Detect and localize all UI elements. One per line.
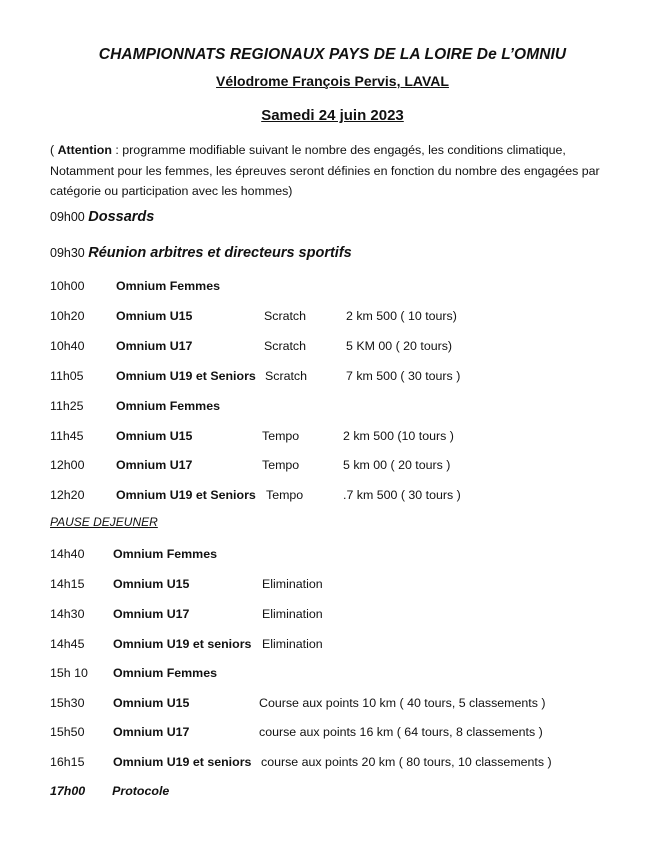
- attention-line-1: [50, 140, 630, 161]
- schedule-type: Elimination: [262, 607, 323, 621]
- schedule-event: Omnium Femmes: [116, 279, 220, 293]
- reunion-line: [50, 245, 352, 261]
- schedule-distance: 2 km 500 (10 tours ): [343, 429, 454, 443]
- protocole-time: 17h00: [50, 784, 86, 798]
- protocole-line: [50, 784, 169, 798]
- schedule-event: Omnium U15: [116, 429, 193, 443]
- reunion-label: Réunion arbitres et directeurs sportifs: [88, 245, 352, 261]
- schedule-event: Omnium U19 et Seniors: [116, 369, 256, 383]
- event-date-text: Samedi 24 juin 2023: [261, 107, 404, 124]
- schedule-time: 16h15: [50, 755, 85, 769]
- schedule-type: Scratch: [264, 339, 307, 353]
- schedule-event: Omnium U17: [113, 725, 190, 739]
- schedule-time: 11h25: [50, 399, 84, 413]
- schedule-type: course aux points 20 km ( 80 tours, 10 classements ): [261, 755, 552, 769]
- schedule-event: Omnium U15: [113, 696, 190, 710]
- schedule-time: 12h20: [50, 488, 85, 502]
- schedule-row: [0, 309, 665, 327]
- schedule-event: Omnium U19 et Seniors: [116, 488, 256, 502]
- schedule-event: Omnium U19 et seniors: [113, 637, 252, 651]
- protocole-label: Protocole: [112, 784, 170, 798]
- schedule-time: 12h00: [50, 458, 85, 472]
- dossards-line: [50, 209, 154, 225]
- attention-line-3: catégorie ou participation avec les hommes): [50, 184, 293, 198]
- schedule-distance: 5 km 00 ( 20 tours ): [343, 458, 451, 472]
- schedule-row: [0, 488, 665, 506]
- schedule-row: [0, 339, 665, 357]
- schedule-event: Omnium U17: [116, 458, 193, 472]
- dossards-time: 09h00: [50, 210, 85, 224]
- lunch-break: PAUSE DEJEUNER: [50, 515, 158, 529]
- schedule-row: [0, 607, 665, 625]
- schedule-time: 10h00: [50, 279, 85, 293]
- attention-note: [50, 140, 630, 202]
- schedule-time: 14h45: [50, 637, 85, 651]
- schedule-time: 14h30: [50, 607, 85, 621]
- schedule-time: 10h20: [50, 309, 85, 323]
- schedule-row: [0, 429, 665, 447]
- schedule-time: 11h05: [50, 369, 84, 383]
- schedule-type: Scratch: [265, 369, 308, 383]
- schedule-event: Omnium U17: [113, 607, 190, 621]
- schedule-time: 15h 10: [50, 666, 88, 680]
- schedule-row: [0, 458, 665, 476]
- schedule-event: Omnium U15: [116, 309, 193, 323]
- venue-line: [0, 73, 665, 89]
- schedule-event: Omnium U19 et seniors: [113, 755, 252, 769]
- schedule-distance: .7 km 500 ( 30 tours ): [343, 488, 461, 502]
- schedule-time: 14h40: [50, 547, 85, 561]
- schedule-event: Omnium U15: [113, 577, 190, 591]
- schedule-distance: 5 KM 00 ( 20 tours): [346, 339, 453, 353]
- document-title: CHAMPIONNATS REGIONAUX PAYS DE LA LOIRE De L’OMNIU: [98, 46, 567, 63]
- schedule-event: Omnium Femmes: [113, 666, 217, 680]
- schedule-row: [0, 547, 665, 565]
- schedule-type: Course aux points 10 km ( 40 tours, 5 classements ): [259, 696, 546, 710]
- schedule-type: Elimination: [262, 637, 323, 651]
- schedule-distance: 2 km 500 ( 10 tours): [346, 309, 457, 323]
- schedule-row: [0, 399, 665, 417]
- schedule-row: [0, 725, 665, 743]
- schedule-type: course aux points 16 km ( 64 tours, 8 classements ): [259, 725, 543, 739]
- schedule-event: Omnium Femmes: [116, 399, 220, 413]
- schedule-row: [0, 696, 665, 714]
- schedule-event: Omnium U17: [116, 339, 193, 353]
- schedule-event: Omnium Femmes: [113, 547, 217, 561]
- schedule-time: 10h40: [50, 339, 85, 353]
- schedule-row: [0, 637, 665, 655]
- schedule-time: 15h30: [50, 696, 85, 710]
- venue-text: Vélodrome François Pervis, LAVAL: [216, 73, 449, 89]
- attention-line-2: Notamment pour les femmes, les épreuves seront définies en fonction du nombre des engagées par: [50, 163, 600, 178]
- schedule-time: 14h15: [50, 577, 85, 591]
- dossards-label: Dossards: [88, 209, 155, 225]
- attention-line-1-text: : programme modifiable suivant le nombre des engagés, les conditions climatique,: [111, 143, 566, 157]
- schedule-row: [0, 666, 665, 684]
- schedule-type: Tempo: [262, 429, 300, 443]
- attention-prefix: (: [50, 143, 58, 157]
- schedule-row: [0, 369, 665, 387]
- schedule-row: [0, 279, 665, 297]
- schedule-row: [0, 577, 665, 595]
- schedule-row: [0, 755, 665, 773]
- schedule-type: Tempo: [266, 488, 304, 502]
- attention-label: Attention: [57, 143, 112, 157]
- schedule-time: 15h50: [50, 725, 85, 739]
- schedule-distance: 7 km 500 ( 30 tours ): [346, 369, 461, 383]
- reunion-time: 09h30: [50, 246, 85, 260]
- schedule-type: Tempo: [262, 458, 300, 472]
- schedule-type: Scratch: [264, 309, 307, 323]
- schedule-type: Elimination: [262, 577, 323, 591]
- event-date: [0, 107, 665, 124]
- schedule-time: 11h45: [50, 429, 84, 443]
